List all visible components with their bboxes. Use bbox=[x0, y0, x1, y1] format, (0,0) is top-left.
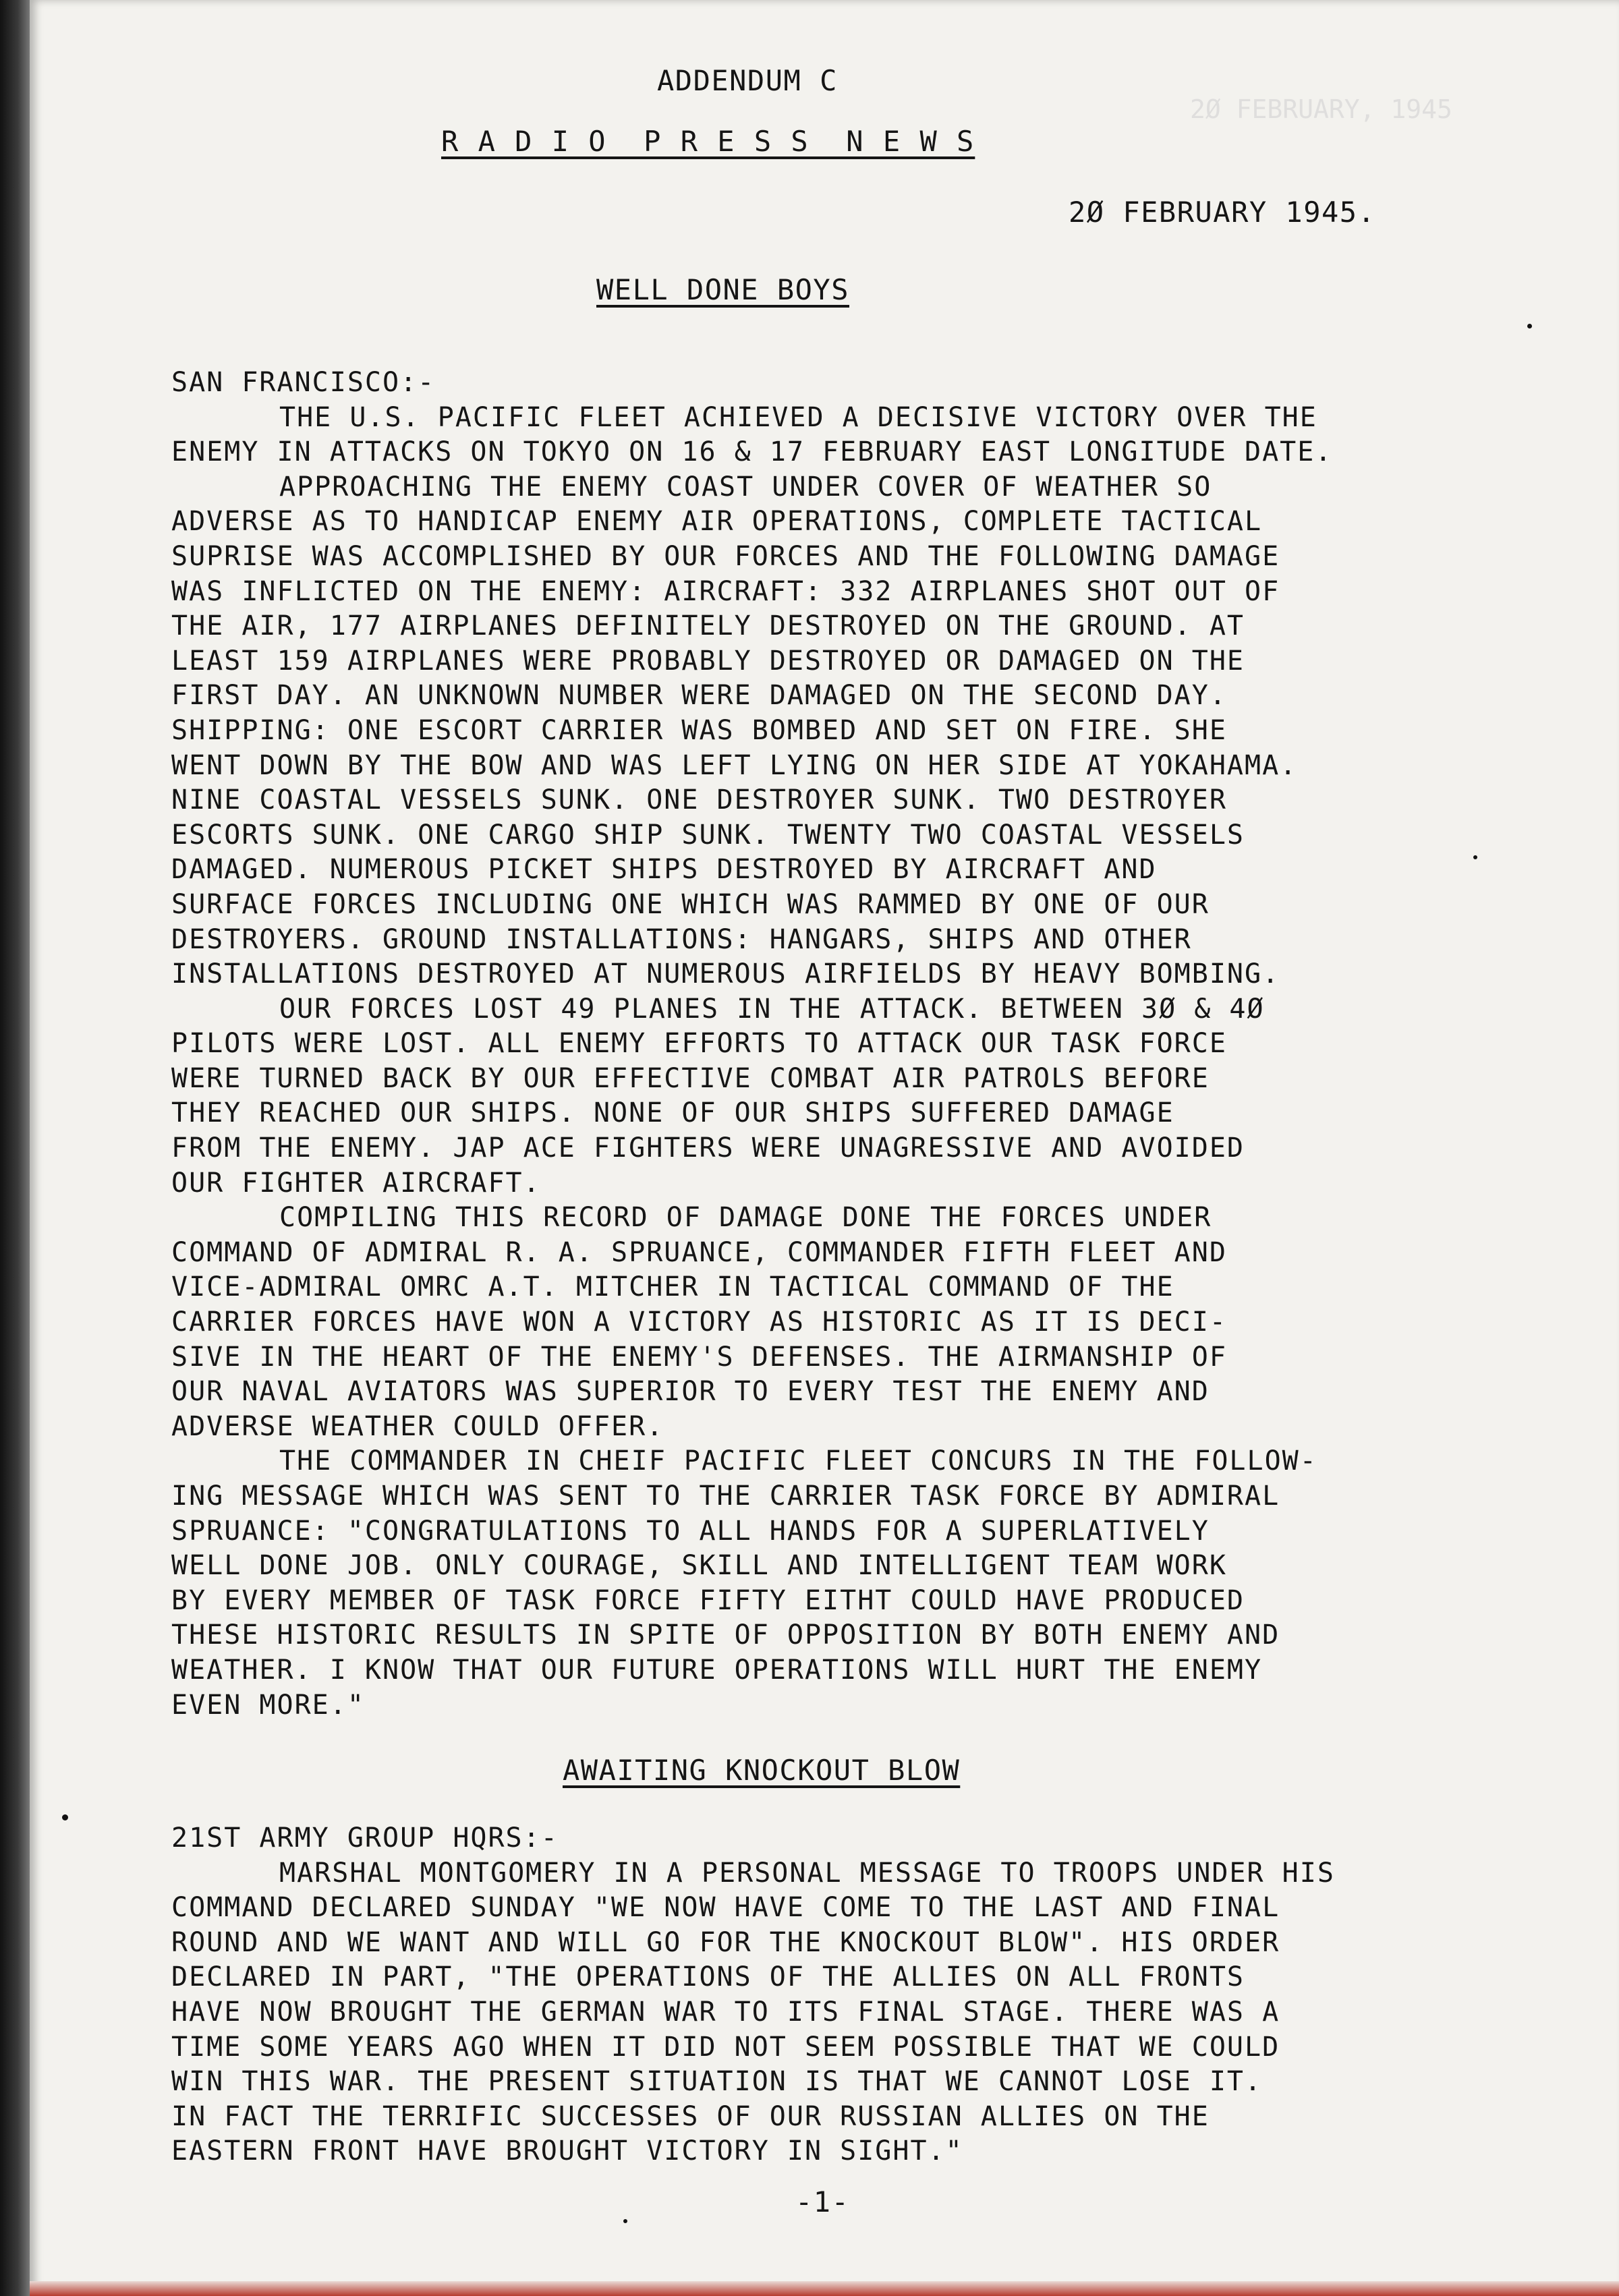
story1-line: ADVERSE WEATHER COULD OFFER. bbox=[171, 1410, 664, 1442]
story-awaiting-knockout-blow bbox=[171, 1821, 1561, 2169]
story2-line: HAVE NOW BROUGHT THE GERMAN WAR TO ITS FINAL STAGE. THERE WAS A bbox=[171, 1996, 1280, 2028]
story1-line: THE COMMANDER IN CHEIF PACIFIC FLEET CONCURS IN THE FOLLOW- bbox=[279, 1445, 1317, 1477]
story1-line: WENT DOWN BY THE BOW AND WAS LEFT LYING ON HER SIDE AT YOKAHAMA. bbox=[171, 749, 1298, 781]
addendum-label: ADDENDUM C bbox=[657, 64, 838, 97]
story1-line: ADVERSE AS TO HANDICAP ENEMY AIR OPERATIONS, COMPLETE TACTICAL bbox=[171, 506, 1263, 538]
story2-line: DECLARED IN PART, "THE OPERATIONS OF THE ALLIES ON ALL FRONTS bbox=[171, 1961, 1245, 1993]
page-number: -1- bbox=[795, 2185, 850, 2218]
story1-line: LEAST 159 AIRPLANES WERE PROBABLY DESTROYED OR DAMAGED ON THE bbox=[171, 645, 1245, 677]
story1-line: SPRUANCE: "CONGRATULATIONS TO ALL HANDS FOR A SUPERLATIVELY bbox=[171, 1515, 1210, 1547]
story1-line: PILOTS WERE LOST. ALL ENEMY EFFORTS TO ATTACK OUR TASK FORCE bbox=[171, 1028, 1227, 1060]
headline-well-done-boys: WELL DONE BOYS bbox=[596, 273, 850, 306]
story1-line: BY EVERY MEMBER OF TASK FORCE FIFTY EITHT COULD HAVE PRODUCED bbox=[171, 1584, 1245, 1616]
story1-line: FROM THE ENEMY. JAP ACE FIGHTERS WERE UNAGRESSIVE AND AVOIDED bbox=[171, 1132, 1245, 1164]
story1-line: ING MESSAGE WHICH WAS SENT TO THE CARRIER TASK FORCE BY ADMIRAL bbox=[171, 1481, 1280, 1512]
document-page bbox=[30, 0, 1619, 2296]
story2-line: MARSHAL MONTGOMERY IN A PERSONAL MESSAGE TO TROOPS UNDER HIS bbox=[279, 1857, 1335, 1889]
page-bottom-edge bbox=[30, 2281, 1619, 2296]
story1-line: SHIPPING: ONE ESCORT CARRIER WAS BOMBED AND SET ON FIRE. SHE bbox=[171, 714, 1227, 746]
story2-line: ROUND AND WE WANT AND WILL GO FOR THE KNOCKOUT BLOW". HIS ORDER bbox=[171, 1926, 1280, 1958]
story1-line: DAMAGED. NUMEROUS PICKET SHIPS DESTROYED BY AIRCRAFT AND bbox=[171, 854, 1157, 886]
story1-line: EVEN MORE." bbox=[171, 1689, 365, 1721]
story1-line: CARRIER FORCES HAVE WON A VICTORY AS HISTORIC AS IT IS DECI- bbox=[171, 1307, 1227, 1338]
story1-line: SURFACE FORCES INCLUDING ONE WHICH WAS RAMMED BY ONE OF OUR bbox=[171, 888, 1210, 920]
story2-line: EASTERN FRONT HAVE BROUGHT VICTORY IN SIGHT." bbox=[171, 2135, 963, 2167]
story1-line: ENEMY IN ATTACKS ON TOKYO ON 16 & 17 FEBRUARY EAST LONGITUDE DATE. bbox=[171, 436, 1333, 468]
story1-line: COMPILING THIS RECORD OF DAMAGE DONE THE FORCES UNDER bbox=[279, 1202, 1212, 1234]
story1-line: OUR FIGHTER AIRCRAFT. bbox=[171, 1167, 541, 1199]
story1-line: THESE HISTORIC RESULTS IN SPITE OF OPPOSITION BY BOTH ENEMY AND bbox=[171, 1619, 1280, 1651]
story1-line: WAS INFLICTED ON THE ENEMY: AIRCRAFT: 332 AIRPLANES SHOT OUT OF bbox=[171, 575, 1280, 607]
story1-line: APPROACHING THE ENEMY COAST UNDER COVER OF WEATHER SO bbox=[279, 471, 1212, 503]
story1-line: WELL DONE JOB. ONLY COURAGE, SKILL AND INTELLIGENT TEAM WORK bbox=[171, 1550, 1227, 1582]
story1-line: OUR FORCES LOST 49 PLANES IN THE ATTACK. BETWEEN 3Ø & 4Ø bbox=[279, 993, 1265, 1025]
show-through-date: 2Ø FEBRUARY, 1945 bbox=[1190, 94, 1452, 124]
story1-line: THE AIR, 177 AIRPLANES DEFINITELY DESTROYED ON THE GROUND. AT bbox=[171, 610, 1245, 642]
story1-line: INSTALLATIONS DESTROYED AT NUMEROUS AIRFIELDS BY HEAVY BOMBING. bbox=[171, 958, 1280, 990]
story1-line: SAN FRANCISCO:- bbox=[171, 367, 436, 398]
dateline: 2Ø FEBRUARY 1945. bbox=[1069, 196, 1376, 229]
headline-awaiting-knockout-blow: AWAITING KNOCKOUT BLOW bbox=[563, 1754, 961, 1787]
story2-line: TIME SOME YEARS AGO WHEN IT DID NOT SEEM POSSIBLE THAT WE COULD bbox=[171, 2031, 1280, 2063]
ink-speck bbox=[623, 2219, 627, 2223]
ink-speck bbox=[62, 1814, 68, 1820]
story2-line: 21ST ARMY GROUP HQRS:- bbox=[171, 1823, 559, 1854]
story1-line: FIRST DAY. AN UNKNOWN NUMBER WERE DAMAGED ON THE SECOND DAY. bbox=[171, 680, 1227, 712]
story2-line: COMMAND DECLARED SUNDAY "WE NOW HAVE COME TO THE LAST AND FINAL bbox=[171, 1892, 1280, 1924]
story1-line: ESCORTS SUNK. ONE CARGO SHIP SUNK. TWENTY TWO COASTAL VESSELS bbox=[171, 819, 1245, 851]
story1-line: OUR NAVAL AVIATORS WAS SUPERIOR TO EVERY TEST THE ENEMY AND bbox=[171, 1376, 1210, 1408]
masthead-title: R A D I O P R E S S N E W S bbox=[441, 125, 975, 158]
story1-line: THEY REACHED OUR SHIPS. NONE OF OUR SHIPS SUFFERED DAMAGE bbox=[171, 1097, 1174, 1129]
ink-speck bbox=[1527, 324, 1532, 328]
story-well-done-boys bbox=[171, 366, 1561, 1723]
story1-line: NINE COASTAL VESSELS SUNK. ONE DESTROYER SUNK. TWO DESTROYER bbox=[171, 784, 1227, 816]
story1-line: THE U.S. PACIFIC FLEET ACHIEVED A DECISIVE VICTORY OVER THE bbox=[279, 401, 1317, 433]
story1-line: VICE-ADMIRAL OMRC A.T. MITCHER IN TACTICAL COMMAND OF THE bbox=[171, 1271, 1174, 1303]
story2-line: IN FACT THE TERRIFIC SUCCESSES OF OUR RUSSIAN ALLIES ON THE bbox=[171, 2100, 1210, 2132]
story1-line: SIVE IN THE HEART OF THE ENEMY'S DEFENSES. THE AIRMANSHIP OF bbox=[171, 1341, 1227, 1373]
ink-speck bbox=[1473, 855, 1477, 859]
story1-line: DESTROYERS. GROUND INSTALLATIONS: HANGARS, SHIPS AND OTHER bbox=[171, 923, 1192, 955]
story1-line: COMMAND OF ADMIRAL R. A. SPRUANCE, COMMANDER FIFTH FLEET AND bbox=[171, 1236, 1227, 1268]
story2-line: WIN THIS WAR. THE PRESENT SITUATION IS THAT WE CANNOT LOSE IT. bbox=[171, 2066, 1263, 2098]
story1-line: SUPRISE WAS ACCOMPLISHED BY OUR FORCES AND THE FOLLOWING DAMAGE bbox=[171, 540, 1280, 572]
story1-line: WERE TURNED BACK BY OUR EFFECTIVE COMBAT AIR PATROLS BEFORE bbox=[171, 1062, 1210, 1094]
binding-edge bbox=[0, 0, 30, 2296]
story1-line: WEATHER. I KNOW THAT OUR FUTURE OPERATIONS WILL HURT THE ENEMY bbox=[171, 1654, 1263, 1686]
